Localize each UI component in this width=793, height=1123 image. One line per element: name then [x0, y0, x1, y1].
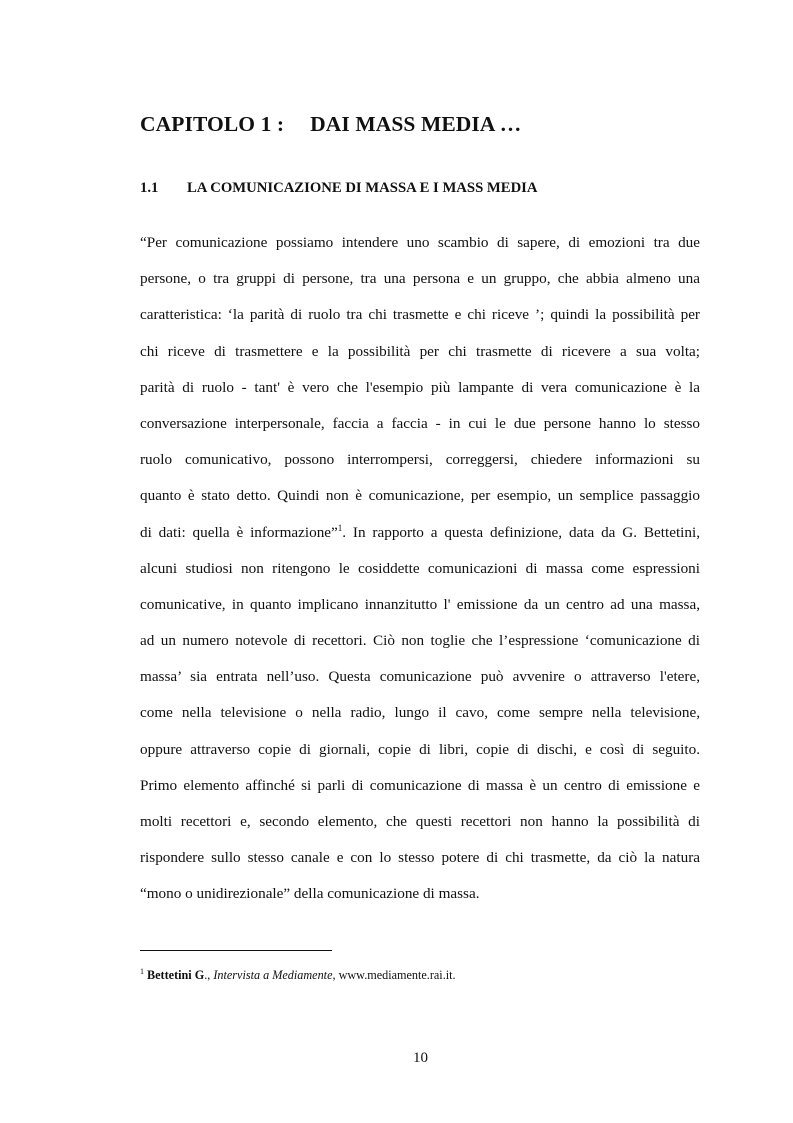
- text-line: ad un numero notevole di recettori. Ciò non toglie che l’espressione ‘comunicazione di: [140, 632, 700, 650]
- footnote-separator: [140, 950, 332, 951]
- text-line: “Per comunicazione possiamo intendere uno scambio di sapere, di emozioni tra due: [140, 234, 700, 251]
- text-line-with-footnote: [140, 523, 700, 559]
- footnote-source: , www.mediamente.rai.it.: [332, 968, 456, 982]
- text-line: conversazione interpersonale, faccia a faccia - in cui le due persone hanno lo stesso: [140, 414, 700, 432]
- text-fragment: di dati: quella è informazione”: [140, 523, 338, 541]
- section-title: LA COMUNICAZIONE DI MASSA E I MASS MEDIA: [187, 180, 538, 196]
- text-line: parità di ruolo - tant' è vero che l'esempio più lampante di vera comunicazione è la: [140, 378, 700, 396]
- text-line: “mono o unidirezionale” della comunicazione di massa.: [140, 885, 480, 903]
- page-number: 10: [413, 1050, 428, 1066]
- footnote: [140, 968, 456, 983]
- text-line: caratteristica: ‘la parità di ruolo tra chi trasmette e chi riceve ’; quindi la possibilità per: [140, 306, 700, 324]
- footnote-number: 1: [140, 967, 144, 976]
- text-line: rispondere sullo stesso canale e con lo stesso potere di chi trasmette, da ciò la natura: [140, 849, 700, 867]
- text-fragment: . In rapporto a questa definizione, data da G. Bettetini,: [342, 523, 700, 541]
- text-line: massa’ sia entrata nell’uso. Questa comunicazione può avvenire o attraverso l'etere,: [140, 668, 700, 686]
- text-line: persone, o tra gruppi di persone, tra una persona e un gruppo, che abbia almeno una: [140, 270, 700, 288]
- text-line: come nella televisione o nella radio, lungo il cavo, come sempre nella televisione,: [140, 704, 700, 722]
- text-line: molti recettori e, secondo elemento, che questi recettori non hanno la possibilità di: [140, 813, 700, 830]
- chapter-heading: [140, 112, 521, 137]
- footnote-author: Bettetini G: [147, 968, 205, 982]
- text-line: quanto è stato detto. Quindi non è comunicazione, per esempio, un semplice passaggio: [140, 487, 700, 505]
- text-line: alcuni studiosi non ritengono le cosiddette comunicazioni di massa come espressioni: [140, 559, 700, 577]
- body-paragraph: [140, 233, 700, 921]
- section-heading: [140, 180, 538, 197]
- chapter-title: DAI MASS MEDIA …: [310, 112, 522, 136]
- footnote-work-title: Intervista a Mediamente: [213, 968, 333, 982]
- text-line: Primo elemento affinché si parli di comunicazione di massa è un centro di emissione e: [140, 776, 700, 794]
- footnote-separator-text: .,: [204, 968, 214, 982]
- chapter-label: CAPITOLO 1 :: [140, 112, 285, 136]
- footnote-reference[interactable]: 1: [337, 522, 343, 533]
- text-line: comunicative, in quanto implicano innanzitutto l' emissione da un centro ad una massa,: [140, 595, 700, 613]
- text-line: ruolo comunicativo, possono interrompersi, correggersi, chiedere informazioni su: [140, 451, 700, 469]
- section-number: 1.1: [140, 180, 159, 196]
- text-line: chi riceve di trasmettere e la possibilità per chi trasmette di ricevere a sua volta;: [140, 342, 700, 360]
- text-line: oppure attraverso copie di giornali, copie di libri, copie di dischi, e così di seguito.: [140, 740, 700, 758]
